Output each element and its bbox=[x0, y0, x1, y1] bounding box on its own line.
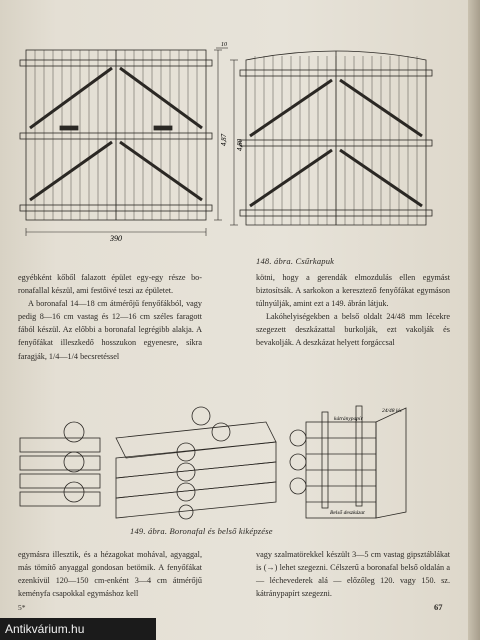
paragraph: egyébként kőből falazott épület egy-egy része boronafallal készül, ami festőivé teszi az épületet. bbox=[18, 273, 202, 296]
lined-wall-view bbox=[290, 406, 406, 518]
dim-width-label: 390 bbox=[110, 234, 122, 243]
left-door-elevation bbox=[20, 50, 212, 220]
log-wall-section bbox=[20, 422, 100, 506]
text-column-1 bbox=[18, 271, 202, 363]
figure-149-caption: 149. ábra. Boronafal és belső kiképzése bbox=[130, 526, 273, 536]
label-strip: 24/48 léc bbox=[382, 408, 403, 414]
right-door-elevation bbox=[240, 51, 432, 225]
label-board: Belső deszkázat bbox=[330, 510, 365, 516]
paragraph: Lakóhelyiségekben a belső oldalt 24/48 mm lécekre szegezett deszkázattal burkolják, ezt vakolják és bevakolják. A deszkázat helyett forgáccsal bbox=[256, 312, 450, 348]
paragraph: egymásra illesztik, és a hézagokat mohával, agyaggal, más tömítő anyaggal gondosan betömik. A fenyőfákat ezenkívül 120—150 cm-enként 3—4 cm átmérőjű keményfa csapokkal egymáshoz kell bbox=[18, 550, 202, 599]
watermark: Antikvárium.hu bbox=[0, 618, 156, 640]
paragraph: A boronafal 14—18 cm átmérőjű fenyőfákból, vagy pedig 8—16 cm vastag és 12—16 cm széles faragott fából készül. Az előbbi a boronafal legrégibb alakja. A fenyőfákat illeszkedő hosszukon egyenesre, síkra faragják, 1/4—1/4 becsretéssel bbox=[18, 299, 202, 361]
signature-mark: 5* bbox=[18, 603, 26, 612]
figure-149-drawing bbox=[16, 402, 456, 524]
text-column-3 bbox=[18, 548, 202, 600]
dim-small-label: 10 bbox=[221, 42, 227, 48]
dim-height-left-label: 4,87 bbox=[220, 133, 228, 147]
figure-148-drawing bbox=[16, 40, 456, 255]
log-corner-view bbox=[116, 407, 276, 519]
page-number: 67 bbox=[434, 602, 443, 612]
paragraph: kötni, hogy a gerendák elmozdulás ellen egymást biztosítsák. A sarkokon a keresztező fenyőfákat egymáson túlnyúlják, amint ezt a 149. ábrán látjuk. bbox=[256, 273, 450, 309]
label-paper: kátránypapír bbox=[334, 416, 363, 422]
text-column-2 bbox=[256, 271, 450, 350]
dim-height-right-label: 4,80 bbox=[236, 138, 244, 152]
text-column-4 bbox=[256, 548, 450, 600]
figure-148-caption: 148. ábra. Csűrkapuk bbox=[256, 256, 335, 266]
page-edge bbox=[468, 0, 480, 640]
paragraph: vagy szalmatörekkel készült 3—5 cm vastag gipsztáblákat is (→) lehet szegezni. Célszerű a boronafal belső oldalán a — léchevederek alá — előzőleg 120. vagy 150. sz. kátránypapírt szegezni. bbox=[256, 550, 450, 599]
